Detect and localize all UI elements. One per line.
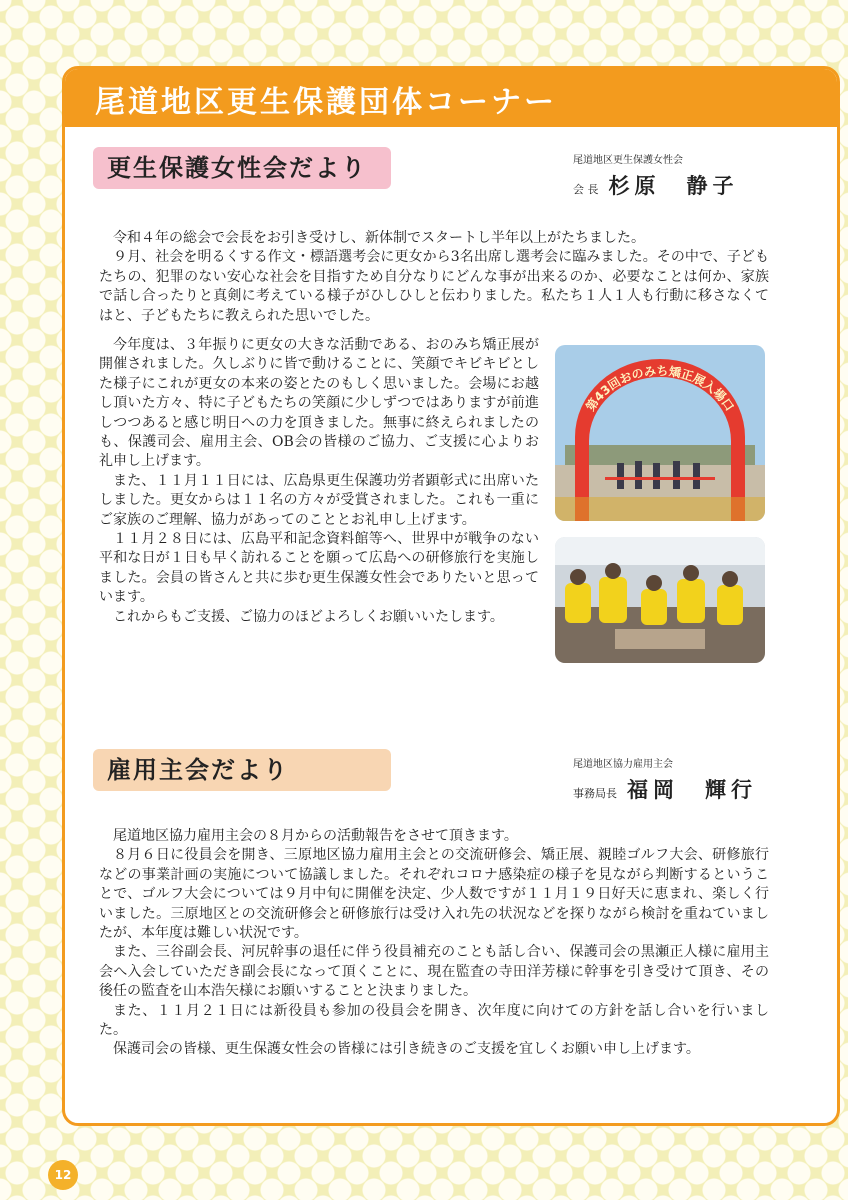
section2-paragraph: また、１１月２１日には新役員も参加の役員会を開き、次年度に向けての方針を話し合いを行いました。 [99,1002,769,1039]
section1-paragraph: これからもご支援、ご協力のほどよろしくお願いいたします。 [113,608,504,625]
section1-paragraph: ９月、社会を明るくする作文・標語選考会に更女から3名出席し選考会に臨みました。その中で、子どもたちの、犯罪のない安心な社会を目指すため自分なりにどんな事が出来るのか、必要なことは何か、家族で話し合ったりと真剣に考えている様子がひしひしと伝わりました。私たち１人１人も行動に移さなくてはと、子どもたちに教えられた思いでした。 [99,249,769,324]
section1-author-role: 会 長 [573,183,599,196]
section2-author-org: 尾道地区協力雇用主会 [573,759,673,770]
section1-author [573,151,739,200]
section2-author-role: 事務局長 [573,787,617,800]
section1-author-name: 杉原 静子 [608,173,739,198]
arch-banner-text: 第43回おのみち矯正展入場口 [583,363,737,414]
section1-body-side [99,336,539,627]
section1-paragraph: 今年度は、３年振りに更女の大きな活動である、おのみち矯正展が開催されました。久しぶりに皆で動けることに、笑顔でキビキビとした様子にこれが更女の本来の姿とたのもしく思いました。会場にお越し頂いた方々、特に子どもたちの笑顔に少しずつではありますが前進しつつあると感じ明日への力を頂きました。無事に終えられましたのも、保護司会、雇用主会、OB会の皆様のご協力、ご支援に心よりお礼申し上げます。 [99,337,539,470]
section1-paragraph: １１月２８日には、広島平和記念資料館等へ、世界中が戦争のない平和な日が１日も早く訪れることを願って広島への研修旅行を実施しました。会員の皆さんと共に歩む更生保護女性会でありたいと思っています。 [99,531,539,606]
section1-body-top [99,229,769,326]
photo-entrance-arch [555,345,765,521]
section1-title: 更生保護女性会だより [93,147,391,189]
header-banner [65,69,837,127]
section2-body [99,827,769,1060]
section2-paragraph: 保護司会の皆様、更生保護女性会の皆様には引き続きのご支援を宜しくお願い申し上げます。 [113,1041,700,1058]
section1-paragraph: 令和４年の総会で会長をお引き受けし、新体制でスタートし半年以上がたちました。 [113,230,645,246]
section1-author-org: 尾道地区更生保護女性会 [573,155,683,166]
page-title: 尾道地区更生保護団体コーナー [95,85,557,120]
content-frame [62,66,840,1126]
page-number: 12 [48,1160,78,1190]
section2-title: 雇用主会だより [93,749,391,791]
section2-paragraph: 尾道地区協力雇用主会の８月からの活動報告をさせて頂きます。 [113,828,518,844]
photo-volunteers [555,537,765,663]
section1-paragraph: また、１１月１１日には、広島県更生保護功労者顕彰式に出席いたしました。更女からは１１名の方々が受賞されました。これも一重にご家族のご理解、協力があってのこととお礼申し上げます。 [99,472,539,528]
section2-paragraph: ８月６日に役員会を開き、三原地区協力雇用主会との交流研修会、矯正展、親睦ゴルフ大会、研修旅行などの事業計画の実施について協議しました。それぞれコロナ感染症の様子を見ながら判断するということで、ゴルフ大会については９月中旬に開催を決定、少人数ですが１１月１９日好天に恵まれ、楽しく行いました。三原地区との交流研修会と研修旅行は受け入れ先の状況などを探りながら検討を重ねていましたが、本年度は難しい状況です。 [99,847,769,942]
section2-paragraph: また、三谷副会長、河尻幹事の退任に伴う役員補充のことも話し合い、保護司会の黒瀬正人様に雇用主会へ入会していただき副会長になって頂くことに、現在監査の寺田洋芳様に幹事を引き受けて頂き、その後任の監査を山本浩矢様にお願いすることと決まりました。 [99,944,769,1000]
section2-author-name: 福岡 輝行 [627,777,757,802]
section2-author [573,755,757,804]
